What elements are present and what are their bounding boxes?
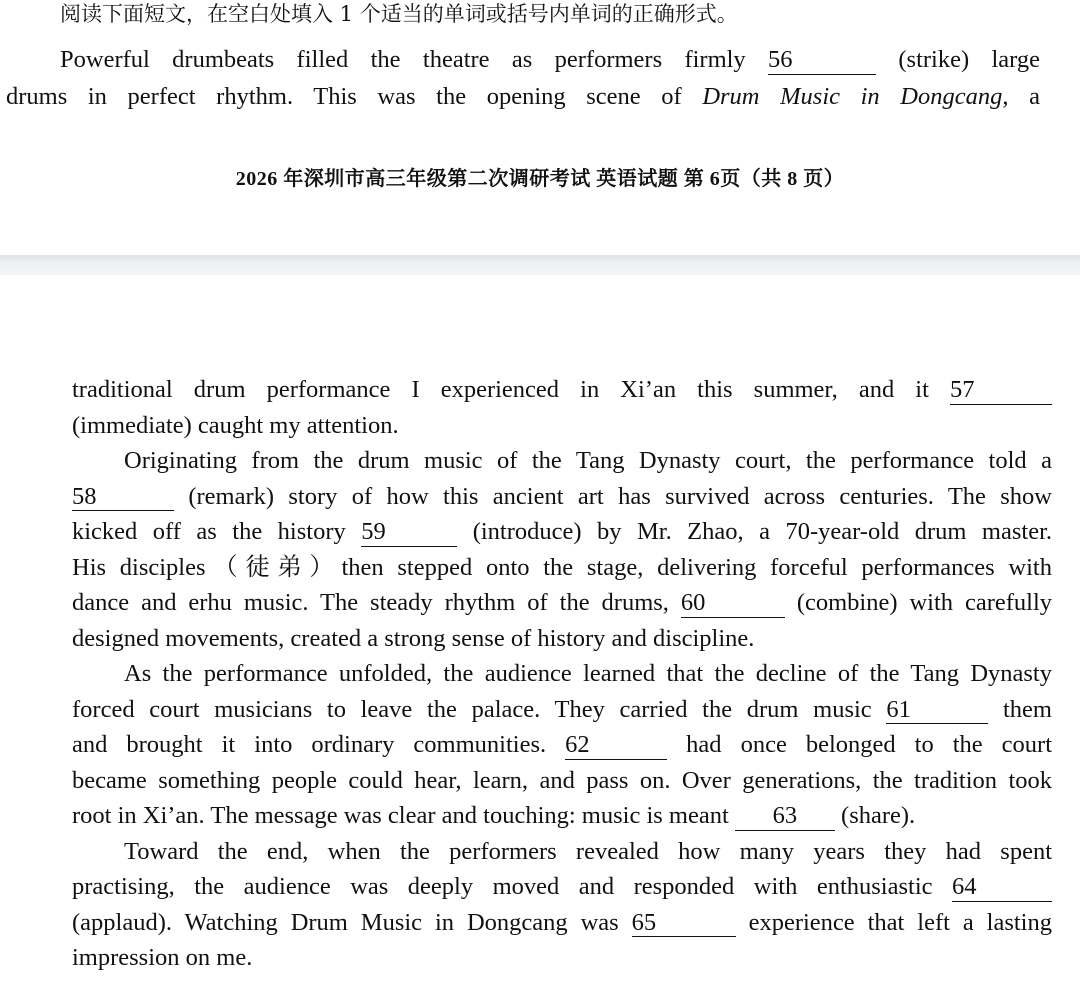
blank-56[interactable]: 56 [768,48,876,75]
passage-line-17: impression on me. [72,944,253,971]
blank-57[interactable]: 57 [950,378,1052,405]
instruction-text: 阅读下面短文，在空白处填入 1 个适当的单词或括号内单词的正确形式。 [60,2,738,26]
passage-line-9: As the performance unfolded, the audience learned that the decline of the Tang Dynasty [124,660,1052,687]
passage-line-7: dance and erhu music. The steady rhythm of the drums, 60 (combine) with carefully [72,589,1053,616]
passage-line-top-1: Powerful drumbeats filled the theatre as performers firmly 56 (strike) large [60,46,1040,73]
blank-65[interactable]: 65 [632,911,736,938]
page-separator [0,255,1080,275]
page-footer: 2026 年深圳市高三年级第二次调研考试 英语试题 第 6页（共 8 页） [235,168,845,190]
passage-line-10: forced court musicians to leave the palace. They carried the drum music 61 them [72,695,1052,723]
passage-line-4: 58 (remark) story of how this ancient art has survived across centuries. The show [72,482,1052,510]
blank-64[interactable]: 64 [952,875,1052,902]
passage-line-16: (applaud). Watching Drum Music in Dongcang was 65 experience that left a lasting [72,908,1052,936]
passage-line-6: His disciples（徒弟）then stepped onto the stage, delivering forceful performances with [72,553,1052,581]
passage-line-5: kicked off as the history 59 (introduce) by Mr. Zhao, a 70-year-old drum master. [72,518,1053,545]
passage-line-13: root in Xi’an. The message was clear and touching: music is meant 63 (share). [72,802,916,829]
passage-line-12: became something people could hear, learn, and pass on. Over generations, the tradition took [72,766,1052,794]
passage-line-top-2: drums in perfect rhythm. This was the opening scene of Drum Music in Dongcang, a [6,83,1040,110]
passage-line-14: Toward the end, when the performers revealed how many years they had spent [124,837,1052,865]
blank-61[interactable]: 61 [886,698,988,725]
passage-line-3: Originating from the drum music of the Tang Dynasty court, the performance told a [124,447,1052,474]
passage-line-15: practising, the audience was deeply moved and responded with enthusiastic 64 [72,875,1052,902]
passage-line-1: traditional drum performance I experienced in Xi’an this summer, and it 57 [72,378,1052,405]
passage-title-italic: Drum Music in Dongcang [702,83,1003,110]
passage-line-2: (immediate) caught my attention. [72,411,399,439]
blank-62[interactable]: 62 [565,733,667,760]
blank-60[interactable]: 60 [681,591,785,618]
passage-line-11: and brought it into ordinary communities. 62 had once belonged to the court [72,731,1053,758]
blank-59[interactable]: 59 [361,520,457,547]
page-6-bottom-section [0,0,1080,255]
passage-line-8: designed movements, created a strong sense of history and discipline. [72,624,755,652]
blank-58[interactable]: 58 [72,485,174,512]
blank-63[interactable]: 63 [735,804,835,831]
